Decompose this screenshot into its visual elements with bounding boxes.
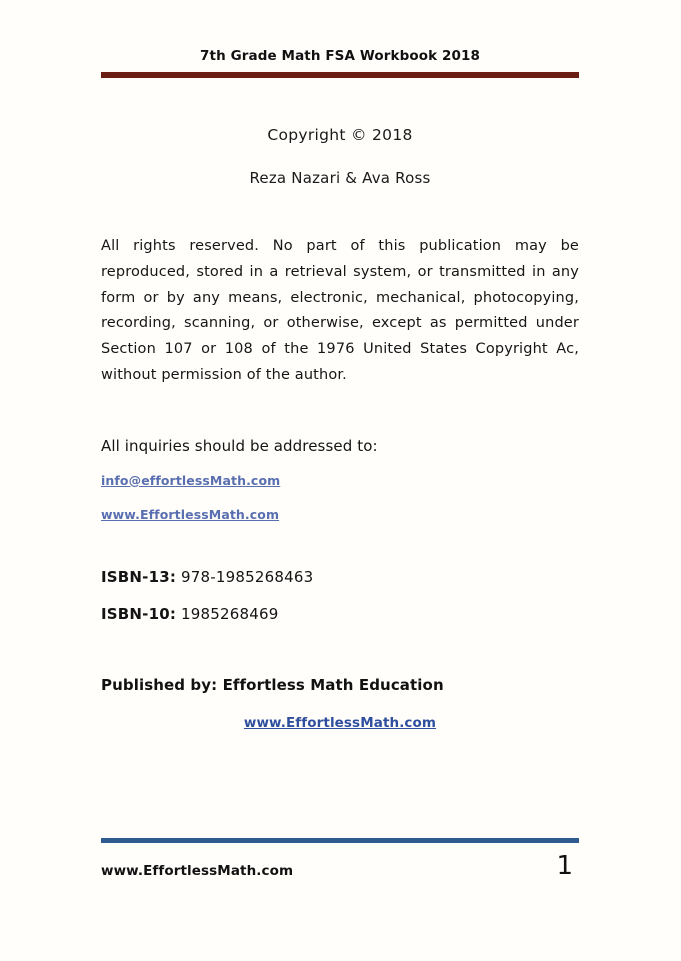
isbn-13-value: 978-1985268463 — [176, 567, 314, 586]
rights-reserved-paragraph: All rights reserved. No part of this publication may be reproduced, stored in a retrieval system, or transmitted in any form or by any means, electronic, mechanical, photocopying, recording, scanning, or otherwise, except as permitted under Section 107 or 108 of the 1976 United States Copyright Ac, without permission of the author. — [101, 238, 579, 383]
isbn-10-row — [101, 605, 579, 623]
footer-divider — [101, 838, 579, 843]
page-footer — [101, 838, 579, 879]
isbn-10-value: 1985268469 — [176, 604, 279, 623]
inquiries-label: All inquiries should be addressed to: — [101, 436, 378, 455]
copyright-line: Copyright © 2018 — [267, 126, 413, 144]
page-content — [101, 0, 579, 731]
website-link[interactable]: www.EffortlessMath.com — [101, 506, 280, 522]
running-head-title: 7th Grade Math FSA Workbook 2018 — [200, 48, 480, 64]
header-divider — [101, 72, 579, 78]
publisher-line: Published by: Effortless Math Education — [101, 675, 444, 694]
footer-website: www.EffortlessMath.com — [101, 863, 294, 879]
email-link[interactable]: info@effortlessMath.com — [101, 472, 281, 488]
publisher-website-link[interactable]: www.EffortlessMath.com — [243, 714, 437, 731]
isbn-13-label: ISBN-13: — [101, 567, 177, 586]
page-number: 1 — [556, 851, 573, 881]
isbn-10-label: ISBN-10: — [101, 604, 177, 623]
isbn-13-row — [101, 568, 579, 586]
authors-line: Reza Nazari & Ava Ross — [249, 169, 431, 187]
footer-row — [101, 853, 579, 879]
